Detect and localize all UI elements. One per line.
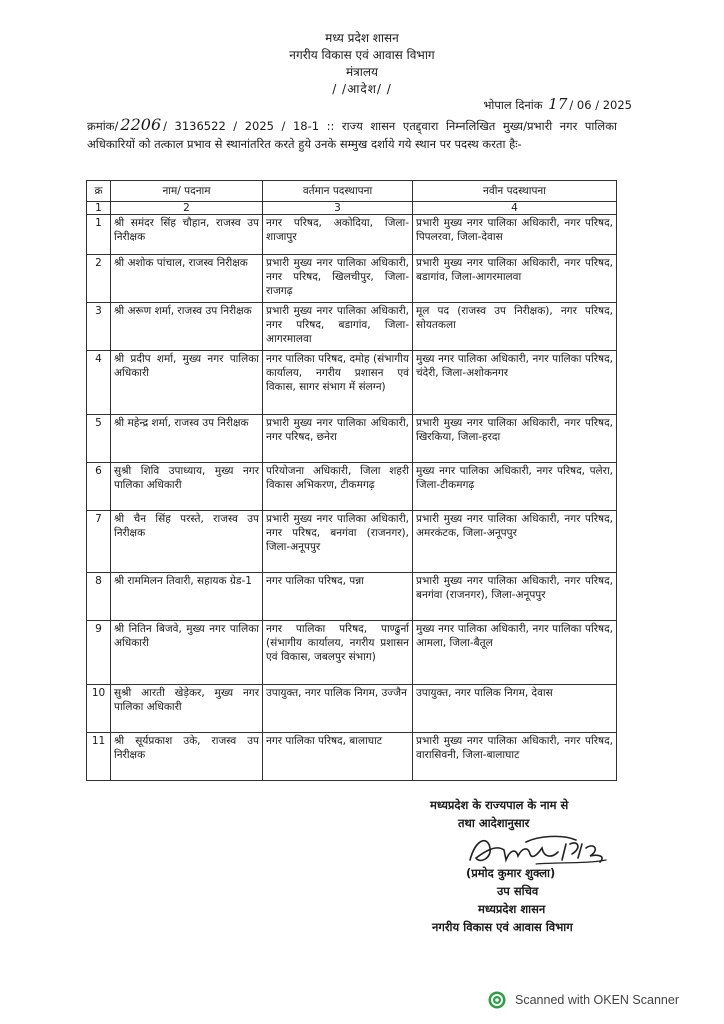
row-current-posting: उपायुक्त, नगर पालिक निगम, उज्जैन: [263, 685, 413, 733]
col-header-current: वर्तमान पदस्थापना: [263, 181, 413, 202]
order-text: राज्य शासन एतद्द्वारा निम्नलिखित मुख्य/प्रभारी नगर पालिका अधिकारियों को तत्काल प्रभाव से स्थानांतरित करते हुये उनके सम्मुख दर्शाये गये स्थान पर पदस्थ करता हैः-: [87, 119, 618, 151]
row-name: श्री महेन्द्र शर्मा, राजस्व उप निरीक्षक: [111, 415, 263, 463]
table-number-row: [87, 202, 617, 215]
table-row: [87, 415, 617, 463]
table-row: [87, 255, 617, 303]
row-new-posting: प्रभारी मुख्य नगर पालिका अधिकारी, नगर परिषद, वारासिवनी, जिला-बालाघाट: [413, 733, 617, 781]
row-current-posting: नगर पालिका परिषद, पाण्ढुर्ना (संभागीय कार्यालय, नगरीय प्रशासन एवं विकास, जबलपुर संभाग): [263, 621, 413, 685]
row-new-posting: मुख्य नगर पालिका अधिकारी, नगर परिषद, पलेरा, जिला-टीकमगढ़: [413, 463, 617, 511]
row-new-posting: प्रभारी मुख्य नगर पालिका अधिकारी, नगर परिषद, अमरकंटक, जिला-अनूपपुर: [413, 511, 617, 573]
row-serial: 11: [87, 733, 111, 781]
signatory-designation: उप सचिव: [497, 884, 539, 898]
row-current-posting: नगर पालिका परिषद, दमोह (संभागीय कार्यालय, नगरीय प्रशासन एवं विकास, सागर संभाग में संलग्न): [263, 351, 413, 415]
col-number: 1: [87, 202, 111, 215]
row-name: श्री सूर्यप्रकाश उके, राजस्व उप निरीक्षक: [111, 733, 263, 781]
authority-line-2: तथा आदेशानुसार: [458, 816, 530, 830]
table-row: [87, 733, 617, 781]
header-government: मध्य प्रदेश शासन: [325, 31, 399, 45]
row-current-posting: नगर परिषद, अकोदिया, जिला-शाजापुर: [263, 215, 413, 255]
row-serial: 6: [87, 463, 111, 511]
row-new-posting: प्रभारी मुख्य नगर पालिका अधिकारी, नगर परिषद, बनगंवा (राजनगर), जिला-अनूपपुर: [413, 573, 617, 621]
scanner-watermark: [488, 990, 679, 1010]
order-ref: / 3136522 / 2025 / 18-1 ::: [163, 119, 342, 133]
signatory-department: नगरीय विकास एवं आवास विभाग: [432, 920, 573, 934]
row-name: सुश्री शिवि उपाध्याय, मुख्य नगर पालिका अधिकारी: [111, 463, 263, 511]
col-number: 2: [111, 202, 263, 215]
row-serial: 3: [87, 303, 111, 351]
row-current-posting: प्रभारी मुख्य नगर पालिका अधिकारी, नगर परिषद, खिलचीपुर, जिला-राजगढ़: [263, 255, 413, 303]
row-serial: 10: [87, 685, 111, 733]
row-new-posting: मुख्य नगर पालिका अधिकारी, नगर पालिका परिषद, आमला, जिला-बैतूल: [413, 621, 617, 685]
row-current-posting: परियोजना अधिकारी, जिला शहरी विकास अभिकरण, टीकमगढ़: [263, 463, 413, 511]
table-row: [87, 463, 617, 511]
oken-scanner-logo-icon: [488, 991, 506, 1009]
row-serial: 1: [87, 215, 111, 255]
row-name: श्री अशोक पांचाल, राजस्व निरीक्षक: [111, 255, 263, 303]
table-row: [87, 621, 617, 685]
order-date: [483, 95, 632, 113]
row-current-posting: प्रभारी मुख्य नगर पालिका अधिकारी, नगर परिषद, बडागांव, जिला-आगरमालवा: [263, 303, 413, 351]
scanner-label: Scanned with OKEN Scanner: [515, 993, 679, 1007]
table-row: [87, 303, 617, 351]
order-number: 2206: [120, 115, 162, 134]
header-ministry: मंत्रालय: [345, 65, 378, 79]
row-new-posting: प्रभारी मुख्य नगर पालिका अधिकारी, नगर परिषद, बडागांव, जिला-आगरमालवा: [413, 255, 617, 303]
row-serial: 8: [87, 573, 111, 621]
row-current-posting: नगर पालिका परिषद, बालाघाट: [263, 733, 413, 781]
col-header-name: नाम/ पदनाम: [111, 181, 263, 202]
row-current-posting: प्रभारी मुख्य नगर पालिका अधिकारी, नगर परिषद, बनगंवा (राजनगर), जिला-अनूपपुर: [263, 511, 413, 573]
header-department: नगरीय विकास एवं आवास विभाग: [289, 48, 435, 62]
table-row: [87, 215, 617, 255]
row-serial: 9: [87, 621, 111, 685]
row-new-posting: मुख्य नगर पालिका अधिकारी, नगर पालिका परिषद, चंदेरी, जिला-अशोकनगर: [413, 351, 617, 415]
authority-line-1: मध्यप्रदेश के राज्यपाल के नाम से: [430, 798, 569, 812]
signatory-name: (प्रमोद कुमार शुक्ला): [466, 866, 556, 880]
table-row: [87, 511, 617, 573]
row-new-posting: प्रभारी मुख्य नगर पालिका अधिकारी, नगर परिषद, खिरकिया, जिला-हरदा: [413, 415, 617, 463]
date-prefix: भोपाल दिनांक: [483, 98, 543, 112]
header-order-title: / /आदेश/ /: [332, 82, 392, 96]
row-name: सुश्री आरती खेड़ेकर, मुख्य नगर पालिका अधिकारी: [111, 685, 263, 733]
row-name: श्री चैन सिंह परस्ते, राजस्व उप निरीक्षक: [111, 511, 263, 573]
row-name: श्री नितिन बिजवे, मुख्य नगर पालिका अधिकारी: [111, 621, 263, 685]
row-current-posting: नगर पालिका परिषद, पन्ना: [263, 573, 413, 621]
row-serial: 4: [87, 351, 111, 415]
table-row: [87, 351, 617, 415]
row-new-posting: मूल पद (राजस्व उप निरीक्षक), नगर परिषद, सोयतकला: [413, 303, 617, 351]
row-name: श्री अरूण शर्मा, राजस्व उप निरीक्षक: [111, 303, 263, 351]
date-rest: / 06 / 2025: [569, 98, 632, 112]
date-day: 17: [548, 95, 568, 113]
row-new-posting: उपायुक्त, नगर पालिक निगम, देवास: [413, 685, 617, 733]
row-name: श्री प्रदीप शर्मा, मुख्य नगर पालिका अधिकारी: [111, 351, 263, 415]
order-prefix: क्रमांक/: [87, 119, 119, 133]
table-row: [87, 685, 617, 733]
col-header-serial: क्र: [87, 181, 111, 202]
signatory-state: मध्यप्रदेश शासन: [478, 902, 546, 916]
order-paragraph: [87, 116, 617, 153]
row-serial: 2: [87, 255, 111, 303]
table-row: [87, 573, 617, 621]
col-number: 3: [263, 202, 413, 215]
row-serial: 5: [87, 415, 111, 463]
col-header-new: नवीन पदस्थापना: [413, 181, 617, 202]
row-name: श्री राममिलन तिवारी, सहायक ग्रेड-1: [111, 573, 263, 621]
row-new-posting: प्रभारी मुख्य नगर पालिका अधिकारी, नगर परिषद, पिपलरवा, जिला-देवास: [413, 215, 617, 255]
row-serial: 7: [87, 511, 111, 573]
table-header-row: [87, 181, 617, 202]
row-name: श्री समंदर सिंह चौहान, राजस्व उप निरीक्षक: [111, 215, 263, 255]
row-current-posting: प्रभारी मुख्य नगर पालिका अधिकारी, नगर परिषद, छनेरा: [263, 415, 413, 463]
col-number: 4: [413, 202, 617, 215]
transfer-table: [86, 180, 617, 781]
